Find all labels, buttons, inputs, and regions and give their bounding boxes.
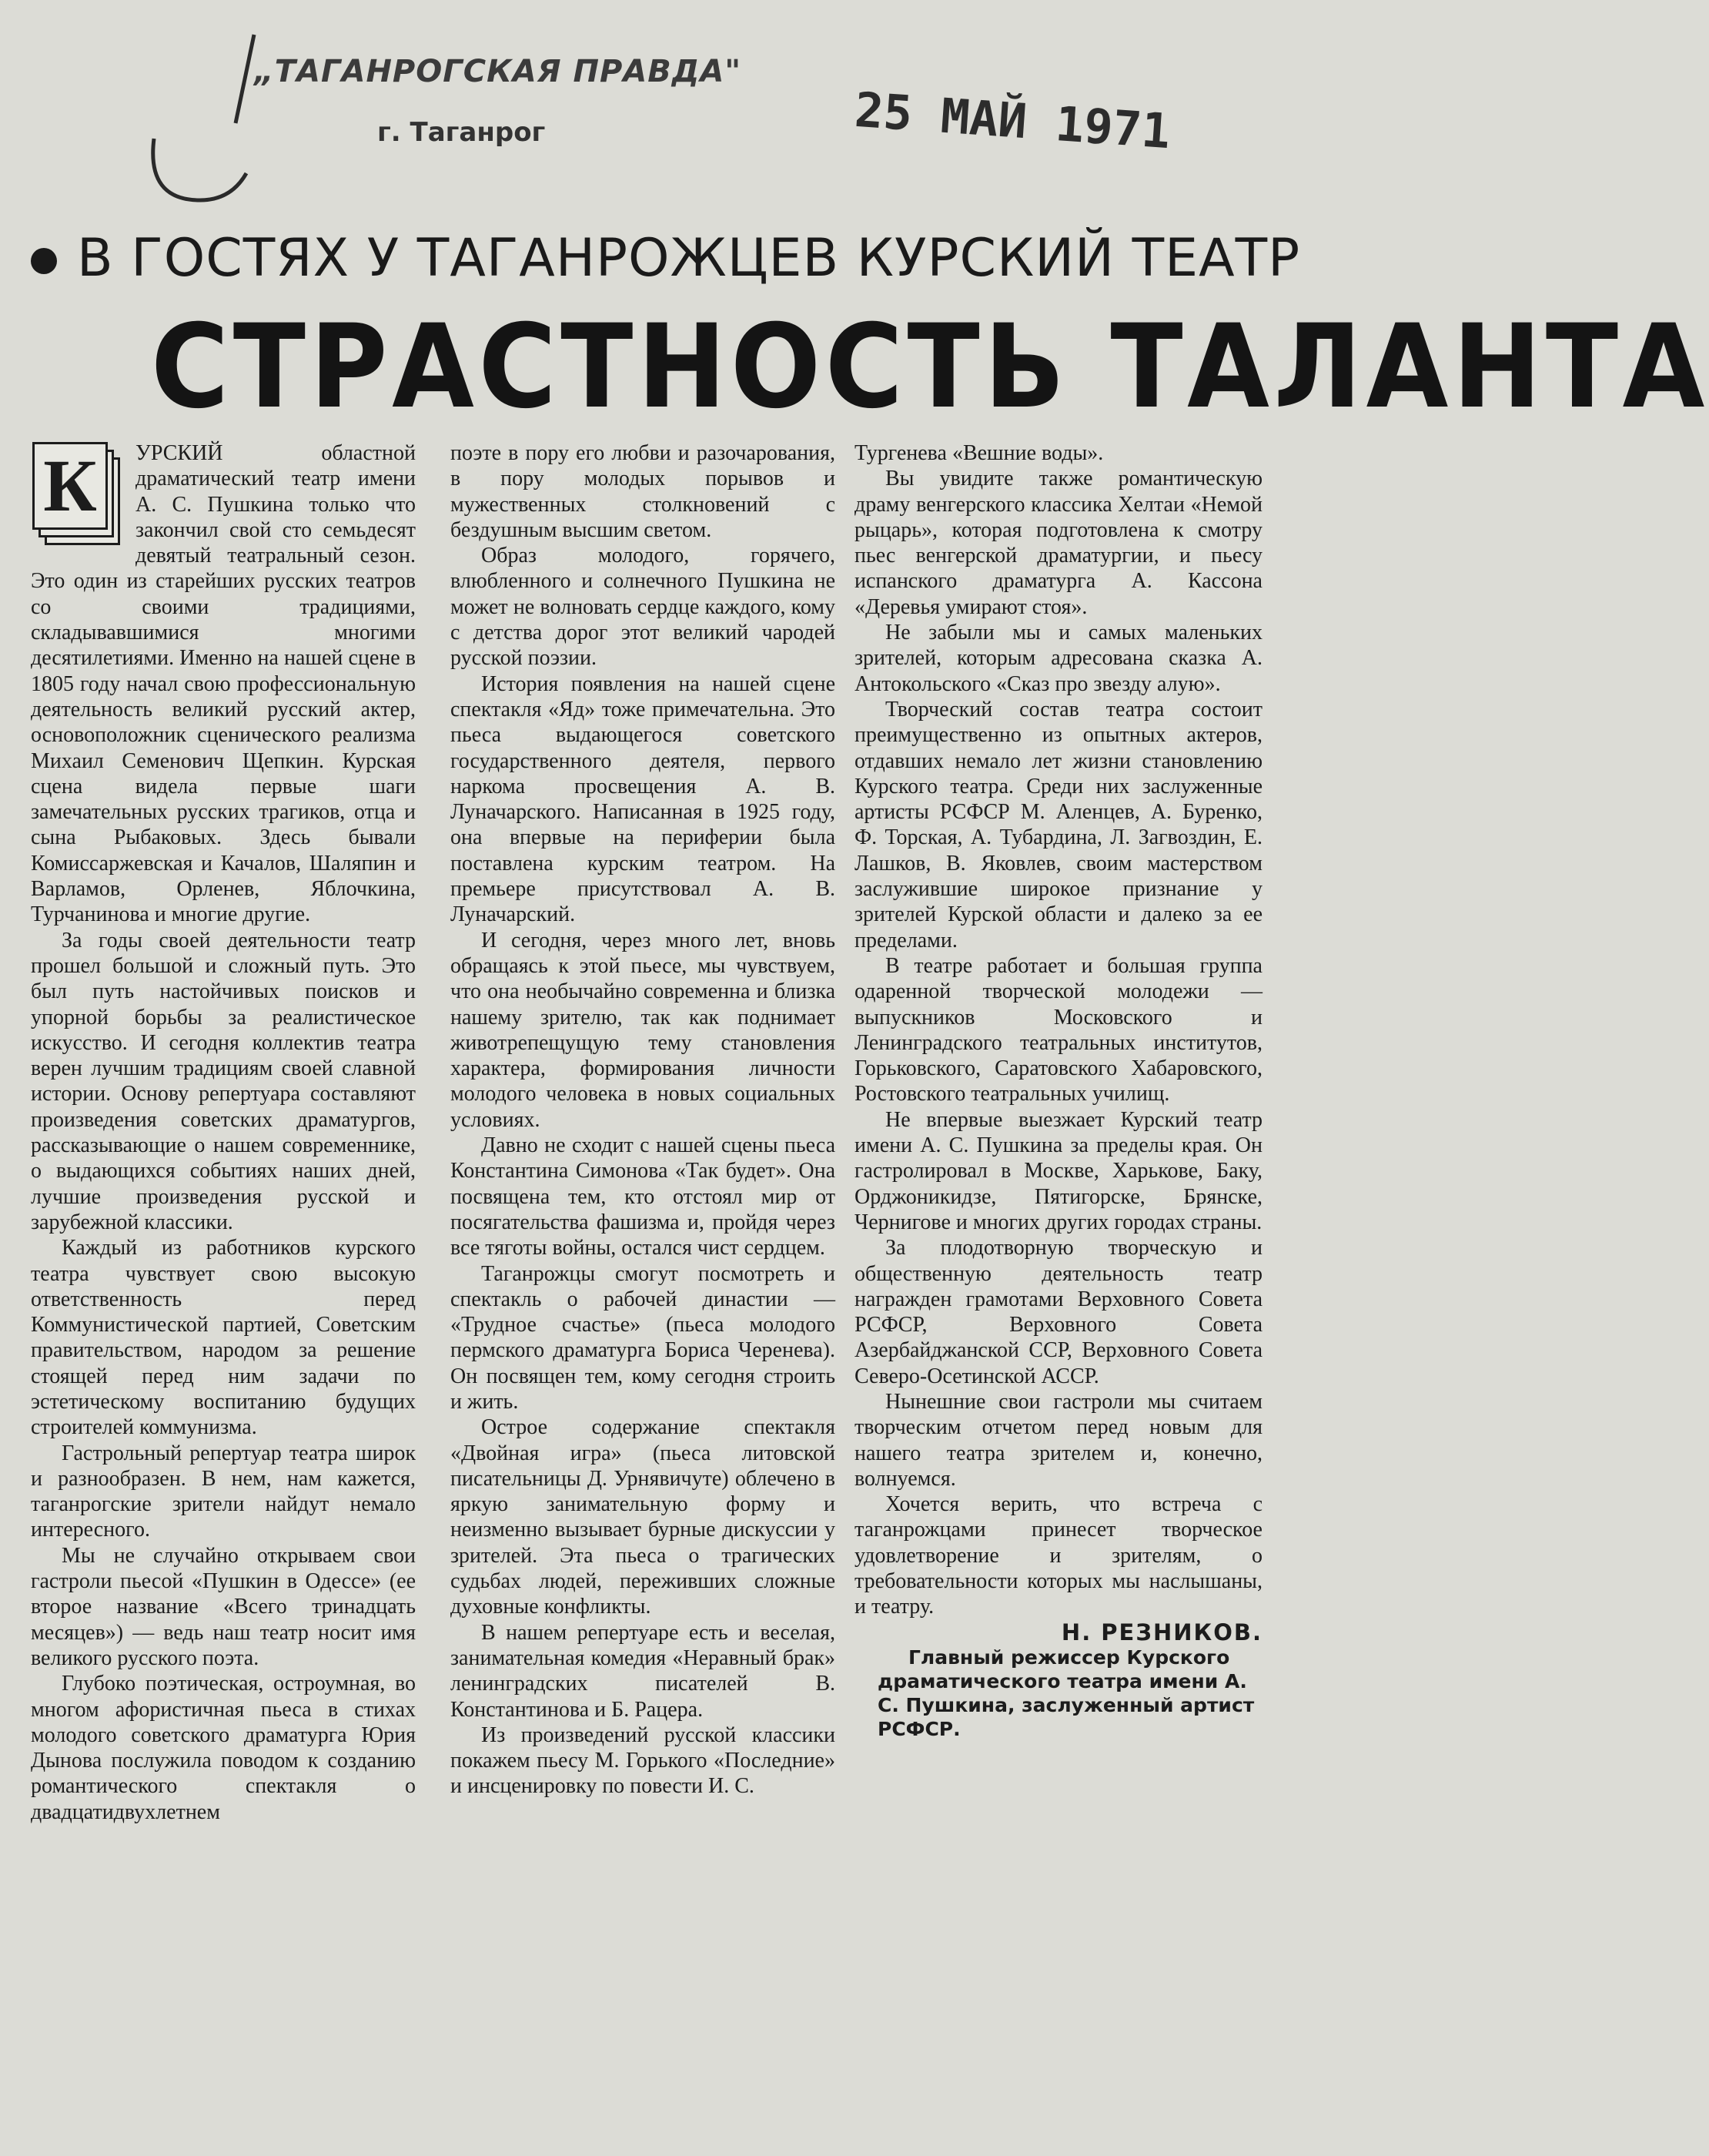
paragraph: УРСКИЙ областной драматический театр имени А. С. Пушкина только что закончил свой сто семьдесят девятый театральный сезон. Это один из старейших русских театров со своими традициями, складывавшимися многими десятилетиями. Именно на нашей сцене в 1805 году начал свою профессиональную деятельность великий русский актер, основоположник сценического реализма Михаил Семенович Щепкин. Курская сцена видела первые шаги замечательных русских трагиков, отца и сына Рыбаковых. Здесь бывали Комиссаржевская и Качалов, Шаляпин и Варламов, Орленев, Яблочкина, Турчанинова и многие другие.: [31, 441, 416, 927]
headline: СТРАСТНОСТЬ ТАЛАНТА: [151, 300, 1709, 434]
column-1: [31, 440, 416, 1825]
paragraph: Не впервые выезжает Курский театр имени А. С. Пушкина за пределы края. Он гастролировал в Москве, Харькове, Баку, Орджоникидзе, Пятигорске, Брянске, Чернигове и многих других городах страны.: [854, 1107, 1263, 1234]
kicker-line: [31, 228, 1301, 289]
dropcap-icon: [31, 440, 122, 545]
newspaper-name-stamp: „ТАГАНРОГСКАЯ ПРАВДА": [254, 54, 742, 89]
paragraph: Из произведений русской классики покажем пьесу М. Горького «Последние» и инсценировку по повести И. С.: [450, 1722, 835, 1799]
paragraph: Не забыли мы и самых маленьких зрителей, которым адресована сказка А. Антокольского «Сказ про звезду алую».: [854, 621, 1263, 696]
paragraph: За плодотворную творческую и общественную деятельность театр награжден грамотами Верховного Совета РСФСР, Верховного Совета Азербайджанской ССР, Верховного Совета Северо-Осетинской АССР.: [854, 1236, 1263, 1388]
paragraph: Давно не сходит с нашей сцены пьеса Константина Симонова «Так будет». Она посвящена тем, кто отстоял мир от посягательства фашизма и, пройдя через все тяготы войны, остался чист сердцем.: [450, 1133, 835, 1260]
bullet-icon: [31, 248, 57, 274]
date-stamp: 25 МАЙ 1971: [852, 81, 1172, 160]
city-stamp: г. Таганрог: [377, 117, 546, 148]
paragraph: За годы своей деятельности театр прошел большой и сложный путь. Это был путь настойчивых поисков и упорной борьбы за реалистическое искусство. И сегодня коллектив театра верен лучшим традициям своей славной истории. Основу репертуара составляют произведения советских драматургов, рассказывающие о нашем современнике, о выдающихся событиях наших дней, лучшие произведения русской и зарубежной классики.: [31, 928, 416, 1234]
paragraph: Тургенева «Вешние воды».: [854, 441, 1104, 465]
paragraph: Таганрожцы смогут посмотреть и спектакль о рабочей династии — «Трудное счастье» (пьеса молодого пермского драматурга Бориса Черенева). Он посвящен тем, кому сегодня строить и жить.: [450, 1261, 835, 1414]
column-2: [450, 440, 835, 1799]
paragraph: Гастрольный репертуар театра широк и разнообразен. В нем, нам кажется, таганрогские зрители найдут немало интересного.: [31, 1441, 416, 1542]
paragraph: Хочется верить, что встреча с таганрожцами принесет творческое удовлетворение и зрителям, о требовательности которых мы наслышаны, и театру.: [854, 1492, 1263, 1619]
pen-checkmark: [139, 31, 262, 192]
paragraph: Нынешние свои гастроли мы считаем творческим отчетом перед новым для нашего театра зрителем и, конечно, волнуемся.: [854, 1389, 1263, 1491]
author-name: Н. РЕЗНИКОВ.: [1061, 1619, 1263, 1645]
article-body: [31, 440, 1263, 2127]
paragraph: В нашем репертуаре есть и веселая, занимательная комедия «Неравный брак» ленинградских писателей В. Константинова и Б. Рацера.: [450, 1620, 835, 1722]
paragraph: И сегодня, через много лет, вновь обращаясь к этой пьесе, мы чувствуем, что она необычайно современна и близка нашему зрителю, так как поднимает животрепещущую тему становления характера, формирования личности молодого человека в новых социальных условиях.: [450, 928, 835, 1132]
paragraph: Вы увидите также романтическую драму венгерского классика Хелтаи «Немой рыцарь», которая подготовлена к смотру пьес венгерской драматургии, и пьесу испанского драматурга А. Кассона «Деревья умирают стоя».: [854, 467, 1263, 619]
dropcap-letter: К: [32, 442, 108, 530]
author-role: Главный режиссер Курского драматического театра имени А. С. Пушкина, заслуженный артист РСФСР.: [878, 1645, 1255, 1740]
paragraph: Каждый из работников курского театра чувствует свою высокую ответственность перед Коммунистической партией, Советским правительством, народом за решение стоящей перед ним задачи по эстетическому воспитанию будущих строителей коммунизма.: [31, 1236, 416, 1440]
paragraph: Образ молодого, горячего, влюбленного и солнечного Пушкина не может не волновать сердце каждого, кому с детства дорог этот великий чародей русской поэзии.: [450, 544, 835, 671]
paragraph: Глубоко поэтическая, остроумная, во многом афористичная пьеса в стихах молодого советского драматурга Юрия Дынова послужила поводом к созданию романтического спектакля о двадцатидвухлетнем: [31, 1672, 416, 1824]
column-3: [854, 440, 1263, 1741]
paragraph: В театре работает и большая группа одаренной творческой молодежи — выпускников Московского и Ленинградского театральных институтов, Горьковского, Саратовского Хабаровского, Ростовского театральных училищ.: [854, 953, 1263, 1106]
paragraph: История появления на нашей сцене спектакля «Яд» тоже примечательна. Это пьеса выдающегося советского государственного деятеля, первого наркома просвещения А. В. Луначарского. Написанная в 1925 году, она впервые на периферии была поставлена курским театром. На премьере присутствовал А. В. Луначарский.: [450, 671, 835, 927]
paragraph: Мы не случайно открываем свои гастроли пьесой «Пушкин в Одессе» (ее второе название «Всего тринадцать месяцев») — ведь наш театр носит имя великого русского поэта.: [31, 1543, 416, 1670]
kicker-text: В ГОСТЯХ У ТАГАНРОЖЦЕВ КУРСКИЙ ТЕАТР: [77, 228, 1301, 289]
paragraph: поэте в пору его любви и разочарования, в пору молодых порывов и мужественных столкновений с бездушным высшим светом.: [450, 441, 835, 542]
paragraph: Творческий состав театра состоит преимущественно из опытных актеров, отдавших немало лет жизни становлению Курского театра. Среди них заслуженные артисты РСФСР М. Аленцев, А. Буренко, Ф. Торская, А. Тубардина, Л. Загвоздин, Е. Лашков, В. Яковлев, своим мастерством заслужившие широкое признание у зрителей Курской области и далеко за ее пределами.: [854, 697, 1263, 952]
paragraph: Острое содержание спектакля «Двойная игра» (пьеса литовской писательницы Д. Урнявичуте) облечено в яркую занимательную форму и неизменно вызывает бурные дискуссии у зрителей. Эта пьеса о трагических судьбах людей, переживших сложные духовные конфликты.: [450, 1415, 835, 1619]
